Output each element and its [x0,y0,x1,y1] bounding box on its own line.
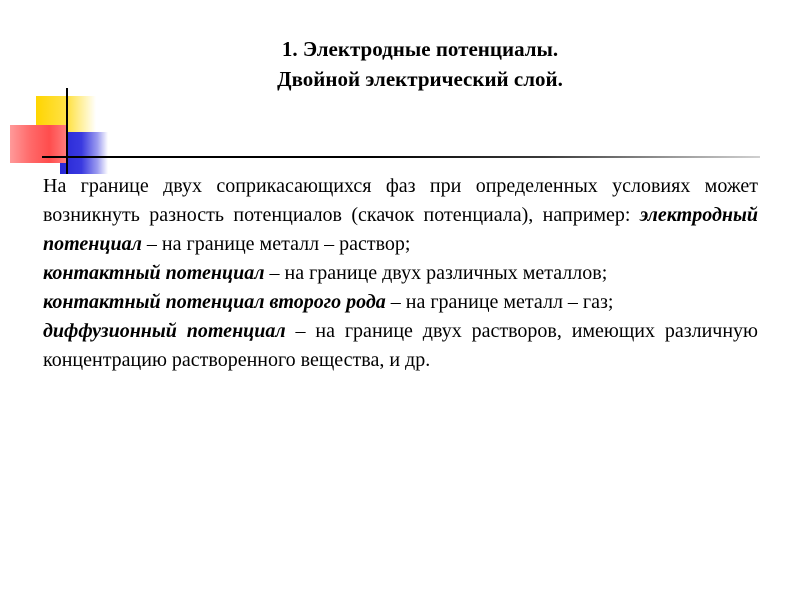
paragraph-text: – на границе двух растворов, имеющих различную концентрацию растворенного вещества, и др. [43,320,759,371]
term-electrode-potential: электродный потенциал [43,204,758,255]
term-diffusion-potential: диффузионный потенциал [43,320,286,342]
paragraph-diffusion-potential [43,317,758,375]
term-contact-potential: контактный потенциал [43,262,265,284]
paragraph-text: – на границе двух различных металлов; [264,262,608,284]
paragraph-text: На границе двух соприкасающихся фаз при определенных условиях может возникнуть разность потенциалов (скачок потенциала), например: [43,175,758,226]
paragraph-text: – на границе металл – газ; [385,291,614,313]
title-divider-line [42,156,760,158]
paragraph-text: – на границе металл – раствор; [141,233,411,255]
paragraph-contact-potential [43,259,758,288]
slide-body [43,172,758,375]
decorative-vertical-line [66,88,68,174]
title-line-2: Двойной электрический слой. [277,67,563,91]
term-contact-potential-second-kind: контактный потенциал второго рода [43,291,386,313]
slide-title [120,34,720,94]
paragraph-contact-potential-second-kind [43,288,758,317]
title-line-1: 1. Электродные потенциалы. [281,37,559,61]
paragraph-electrode-potential [43,172,758,259]
